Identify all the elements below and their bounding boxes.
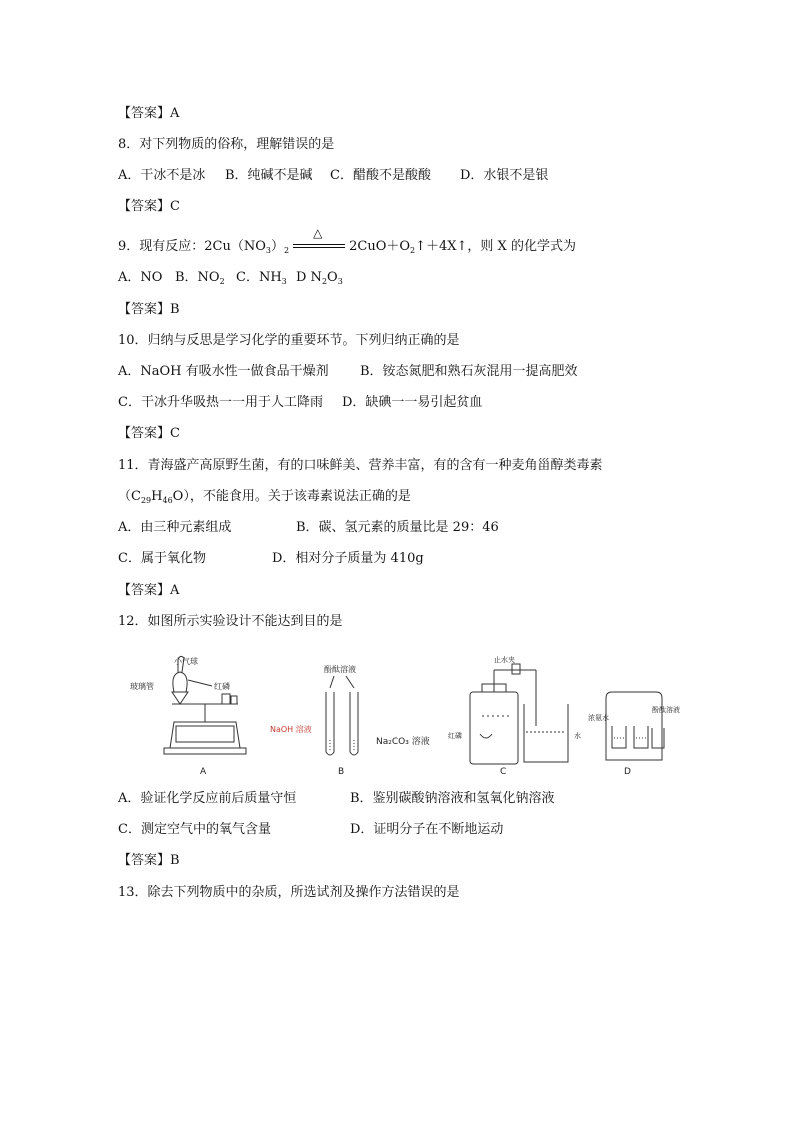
q9-option-d: D $N_2O_3$: [296, 270, 343, 286]
q10-answer: 【答案】C: [118, 426, 180, 441]
label-na2co3: Na₂CO₃ 溶液: [376, 737, 430, 747]
q8-answer: 【答案】C: [118, 199, 180, 214]
label-naoh: NaOH 溶液: [270, 725, 312, 734]
label-ammonia: 浓氨水: [588, 714, 609, 722]
q11-option-c: C．属于氧化物: [118, 551, 206, 566]
q12-option-b: B．鉴别碳酸钠溶液和氢氧化钠溶液: [350, 791, 555, 806]
apparatus-c-oxygen-measure: [470, 664, 568, 764]
caption-b: B: [338, 767, 345, 777]
q9-answer: 【答案】B: [118, 302, 180, 317]
q11-option-a: A．由三种元素组成: [118, 520, 232, 535]
label-red-phosphorus: 红磷: [214, 682, 230, 691]
q12-stem: 12．如图所示实验设计不能达到目的是: [118, 614, 343, 629]
q8-option-a: A．干冰不是冰: [118, 168, 206, 183]
q12-option-a: A．验证化学反应前后质量守恒: [118, 791, 297, 806]
q8-stem: 8．对下列物质的俗称，理解错误的是: [118, 137, 335, 152]
label-clamp: 止水夹: [494, 656, 515, 664]
q8-option-c: C．醋酸不是酸酸: [330, 168, 431, 183]
apparatus-a-balance: [164, 656, 246, 754]
q12-option-c: C．测定空气中的氧气含量: [118, 822, 271, 837]
q8-option-d: D．水银不是银: [460, 168, 549, 183]
q10-option-a: A．NaOH 有吸水性一做食品干燥剂: [118, 364, 329, 379]
q9-option-b: B．$NO_2$: [175, 270, 225, 286]
reaction-arrow: [289, 226, 349, 255]
apparatus-b-test-tubes: [326, 676, 358, 755]
label-phenol-d: 酚酞溶液: [652, 706, 680, 714]
q10-stem: 10．归纳与反思是学习化学的重要环节。下列归纳正确的是: [118, 333, 460, 348]
label-glass-tube: 玻璃管: [130, 682, 154, 691]
q13-stem: 13．除去下列物质中的杂质，所选试剂及操作方法错误的是: [118, 885, 460, 900]
label-phosphorus-c: 红磷: [448, 732, 462, 740]
q8-option-b: B．纯碱不是碱: [225, 168, 313, 183]
q12-answer: 【答案】B: [118, 853, 180, 868]
q10-option-d: D．缺碘一一易引起贫血: [342, 395, 483, 410]
q9-stem: 9．现有反应：$2Cu(NO_3)_2$ △ $2CuO+O_2↑+4X↑$，则 X 的化学式为: [118, 226, 576, 255]
apparatus-d-molecule-motion: [606, 692, 664, 760]
q12-option-d: D．证明分子在不断地运动: [350, 822, 504, 837]
label-phenolphthalein: 酚酞溶液: [324, 665, 356, 674]
label-balloon: 小气球: [174, 657, 198, 666]
q11-option-b: B．碳、氢元素的质量比是 29：46: [296, 520, 499, 535]
q10-option-c: C．干冰升华吸热一一用于人工降雨: [118, 395, 323, 410]
heat-condition: △: [313, 226, 323, 240]
experiment-figure: [128, 652, 708, 782]
caption-c: C: [500, 767, 507, 777]
caption-d: D: [624, 767, 631, 777]
q9-option-c: C．$NH_3$: [236, 270, 287, 286]
q11-option-d: D．相对分子质量为 410g: [272, 551, 424, 566]
q10-option-b: B．铵态氮肥和熟石灰混用一提高肥效: [360, 364, 578, 379]
q9-option-a: A．NO: [118, 270, 163, 285]
label-water: 水: [574, 732, 581, 740]
q11-answer: 【答案】A: [118, 583, 180, 598]
q7-answer: 【答案】A: [118, 106, 180, 121]
q11-stem: 11．青海盛产高原野生菌，有的口味鲜美、营养丰富，有的含有一种麦角甾醇类毒素: [118, 458, 603, 473]
q11-stem-line2: $(C_{29}H_{46}O)$，不能食用。关于该毒素说法正确的是: [118, 489, 411, 505]
caption-a: A: [200, 767, 207, 777]
